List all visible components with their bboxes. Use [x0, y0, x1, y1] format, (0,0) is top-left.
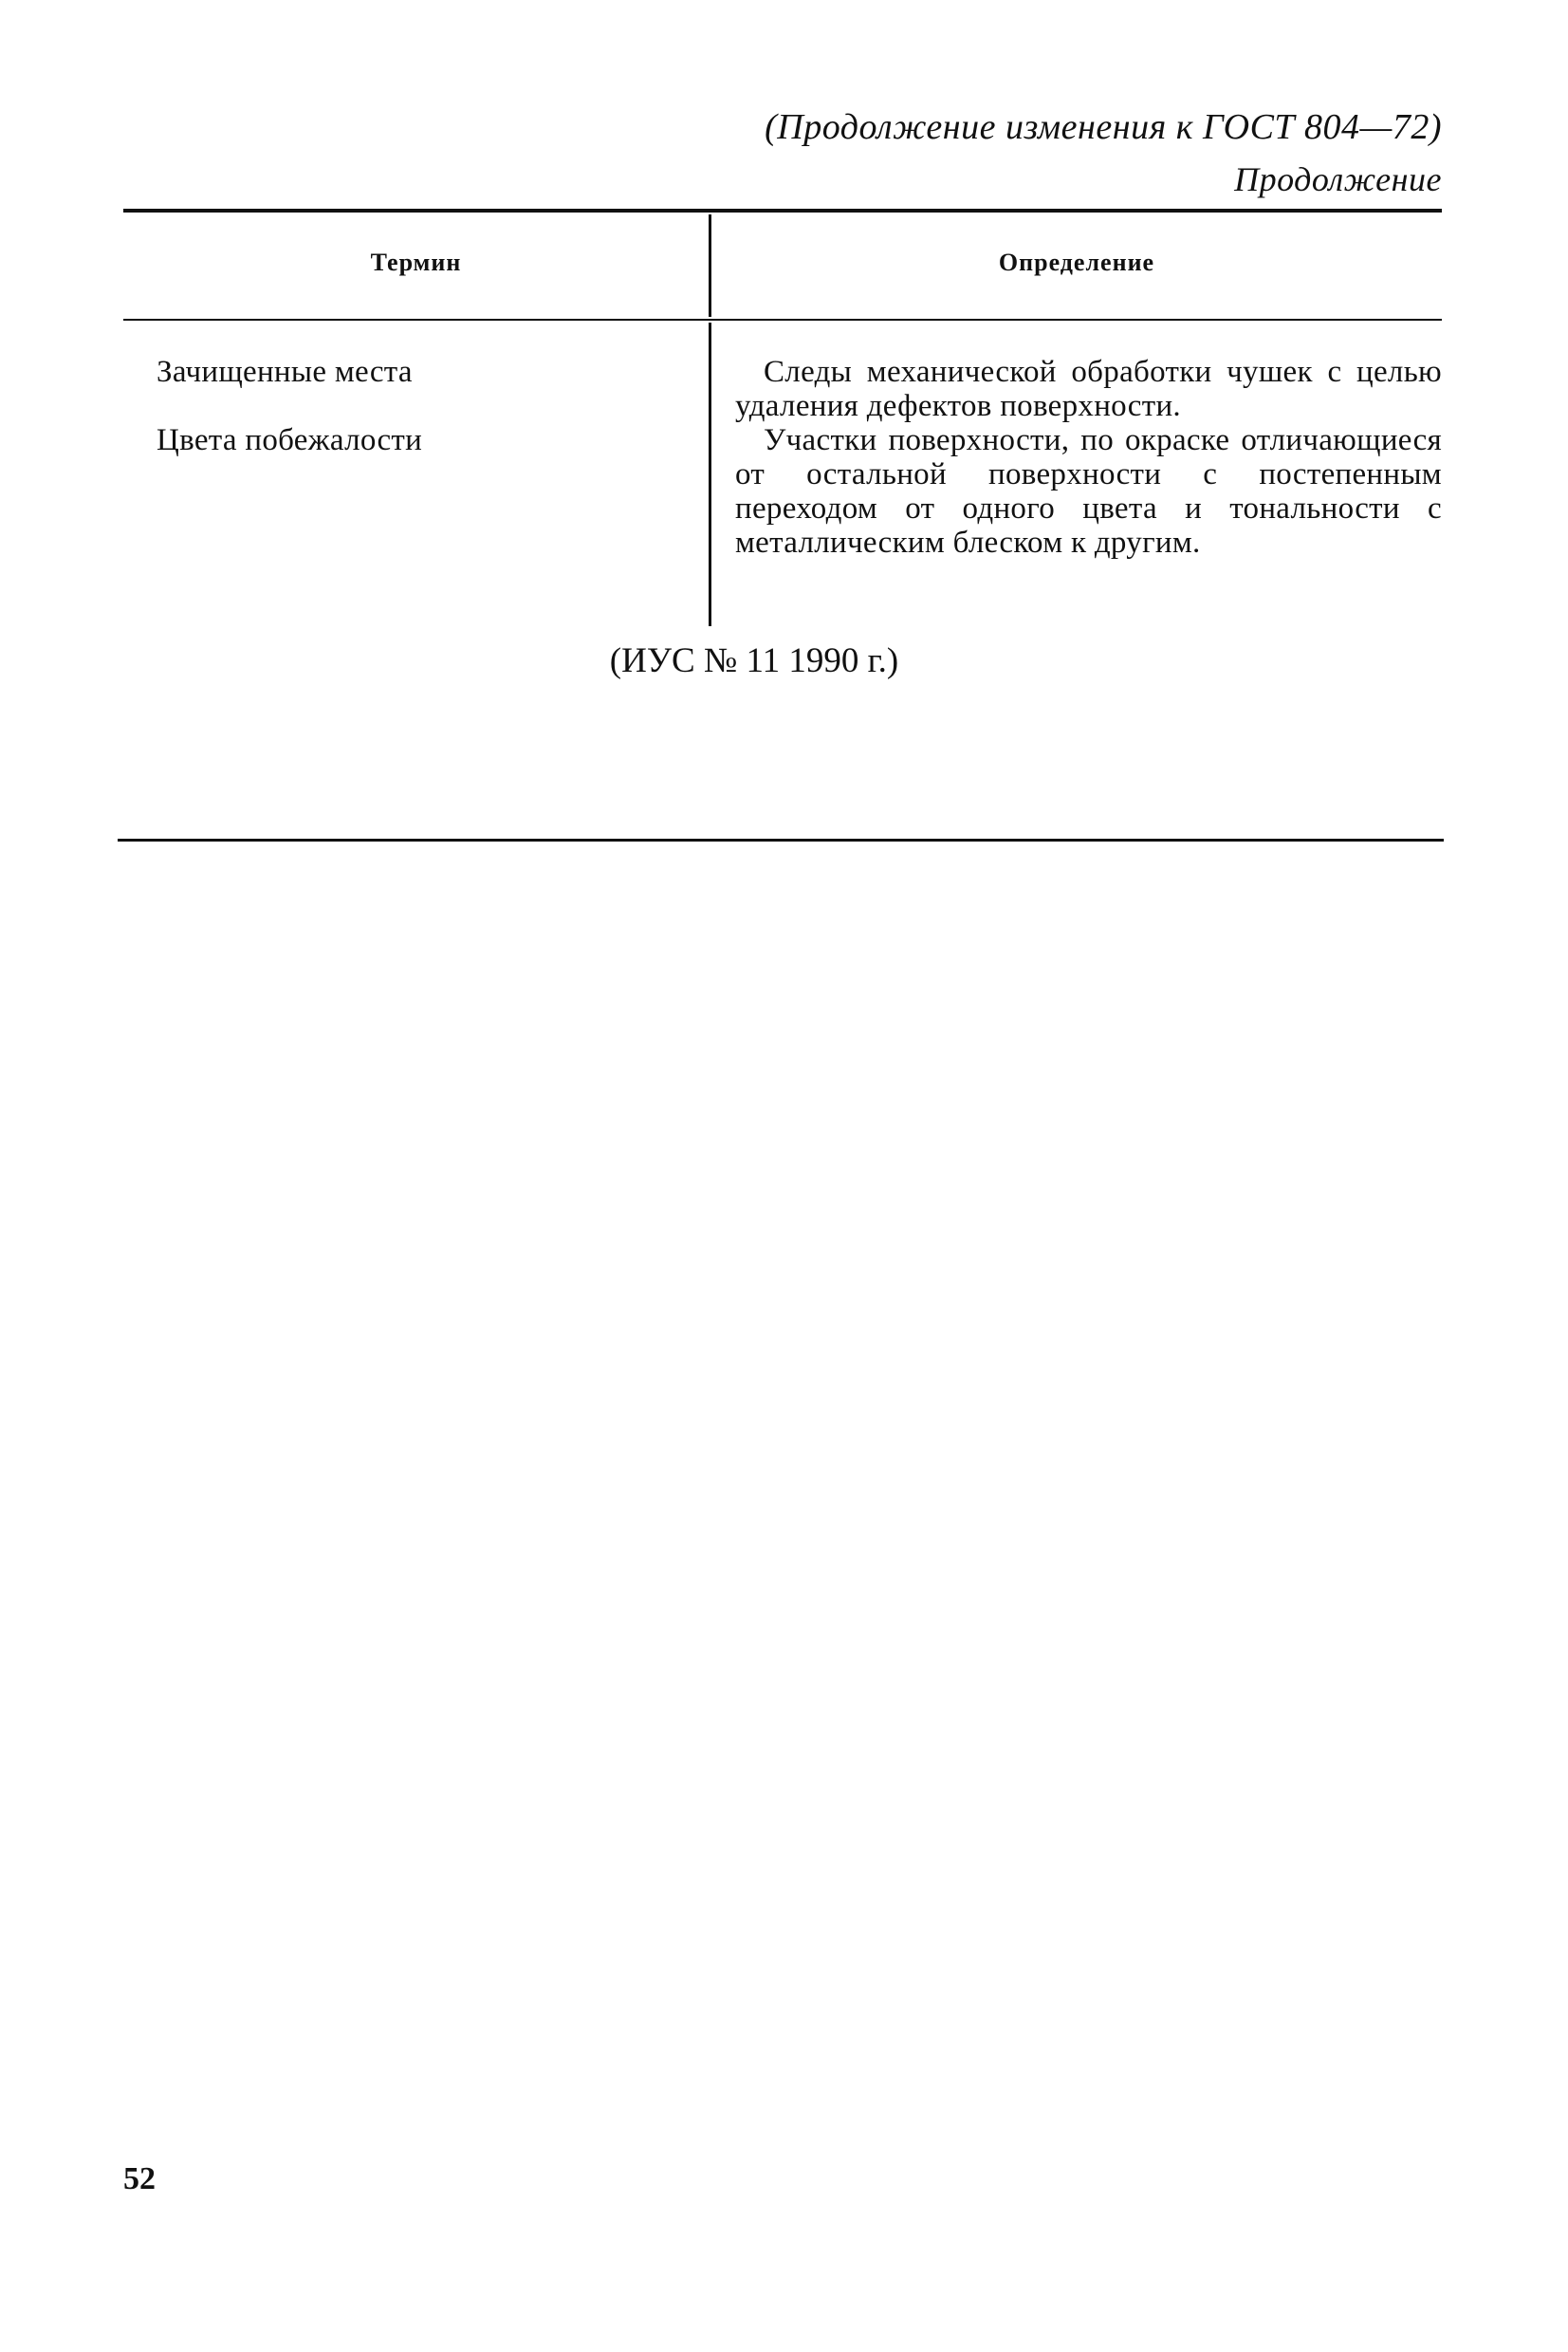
table-header-rule [123, 319, 1442, 321]
source-reference: (ИУС № 11 1990 г.) [609, 641, 899, 680]
term-cell: Цвета побежалости [157, 423, 423, 457]
column-header-term: Термин [370, 249, 462, 276]
table-column-divider-body [709, 323, 711, 626]
table-top-rule [123, 209, 1442, 213]
term-cell: Зачищенные места [157, 355, 413, 389]
continuation-header: (Продолжение изменения к ГОСТ 804—72) [765, 107, 1442, 147]
section-end-rule [118, 839, 1444, 842]
definition-cell: Участки поверхности, по окраске отличающиеся от остальной поверхности с постепенным переходом от одного цвета и тональности с металлическим блеском к другим. [735, 423, 1442, 560]
column-header-definition: Определение [998, 249, 1155, 276]
table-continuation-label: Продолжение [1234, 160, 1442, 198]
definition-cell: Следы механической обработки чушек с целью удаления дефектов поверхности. [735, 355, 1442, 423]
page-number: 52 [123, 2161, 156, 2196]
